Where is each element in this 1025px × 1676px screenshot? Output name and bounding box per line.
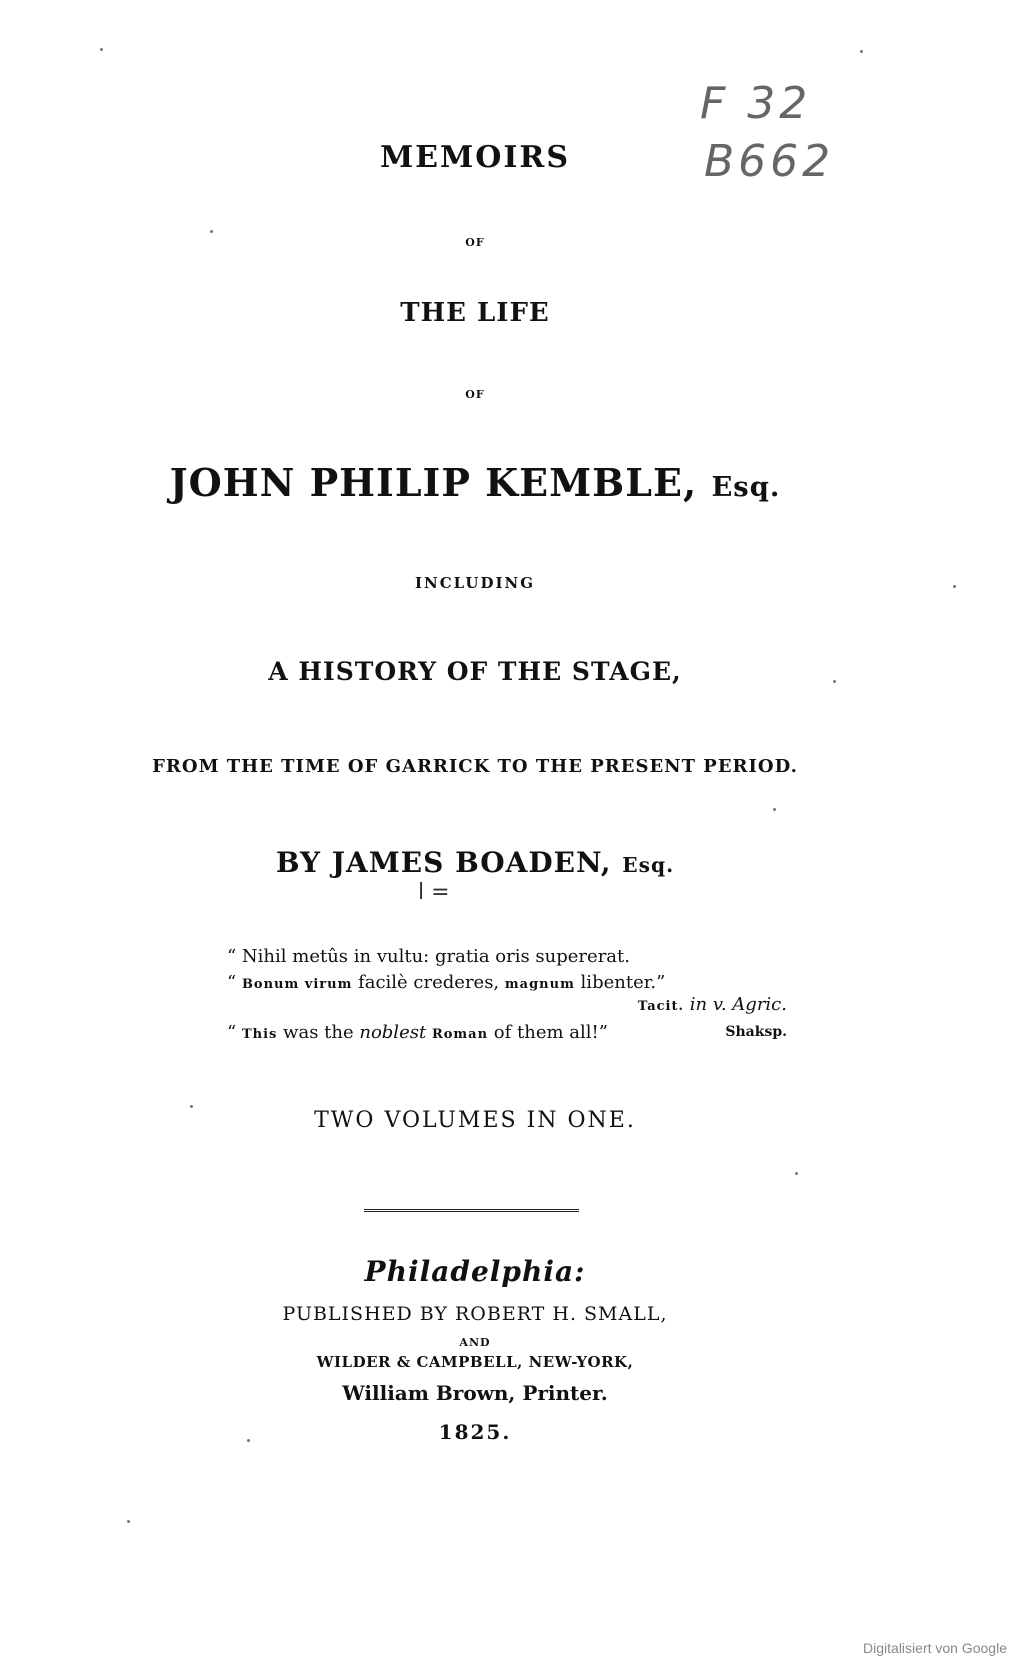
speck [210,230,213,233]
author-line [0,846,950,879]
volumes-note: TWO VOLUMES IN ONE. [314,1108,636,1133]
epigraph-text-2: was the [277,1022,360,1043]
divider-rule [364,1209,579,1212]
speck [833,680,836,683]
book-title: MEMOIRS [379,140,571,175]
shelfmark-line-1: F 32 [700,78,812,129]
epigraph-smallcaps-this: This [241,1027,278,1042]
epigraph-line-1: “ Nihil metûs in vultu: gratia oris supererat. [227,946,630,967]
speck [860,50,863,53]
shelfmark-line-2: B662 [704,136,835,187]
speck [953,585,956,588]
epigraph-quote-open: “ [227,972,242,993]
imprint-and: AND [459,1336,491,1349]
imprint-year: 1825. [438,1420,512,1444]
epigraph-smallcaps-magnum: magnum [504,977,575,992]
subject-name-line [0,460,950,505]
connector-of-1: OF [465,236,485,249]
attribution-work: in v. Agric. [684,994,787,1015]
epigraph-text-end: libenter.” [574,972,666,993]
imprint-copublisher: WILDER & CAMPBELL, NEW-YORK, [316,1353,634,1371]
imprint-place: Philadelphia: [364,1255,586,1288]
epigraph-italic-noblest: noblest [359,1022,427,1043]
imprint-printer: William Brown, Printer. [342,1381,608,1405]
speck [795,1172,798,1175]
author-suffix: Esq. [622,853,675,877]
subject-suffix: Esq. [711,471,781,503]
epigraph-attribution-1 [227,994,787,1015]
book-subtitle: THE LIFE [400,298,550,328]
epigraph-line-2 [227,972,787,993]
epigraph-text: facilè crederes, [352,972,505,993]
connector-of-2: OF [465,388,485,401]
subject-name: JOHN PHILIP KEMBLE, [169,460,698,505]
speck [247,1439,250,1442]
attribution-tacitus: Tacit. [637,999,685,1014]
period-line: FROM THE TIME OF GARRICK TO THE PRESENT PERIOD. [152,756,798,777]
history-line: A HISTORY OF THE STAGE, [268,657,682,686]
epigraph-smallcaps-roman: Roman [431,1027,489,1042]
speck [773,808,776,811]
imprint-publisher: PUBLISHED BY ROBERT H. SMALL, [282,1303,668,1325]
speck [190,1105,193,1108]
epigraph-smallcaps-bonum: Bonum virum [241,977,353,992]
epigraph-text-end-2: of them all!” [488,1022,608,1043]
speck [127,1520,130,1523]
epigraph-line-4 [227,1022,787,1043]
digitization-watermark: Digitalisiert von Google [863,1640,1007,1656]
speck [100,48,103,51]
including-label: INCLUDING [414,574,536,592]
attribution-shakespeare: Shaksp. [725,1024,787,1040]
epigraph-quote-open-2: “ [227,1022,242,1043]
pencil-mark: l = [418,880,450,905]
author-name: BY JAMES BOADEN, [275,846,612,879]
